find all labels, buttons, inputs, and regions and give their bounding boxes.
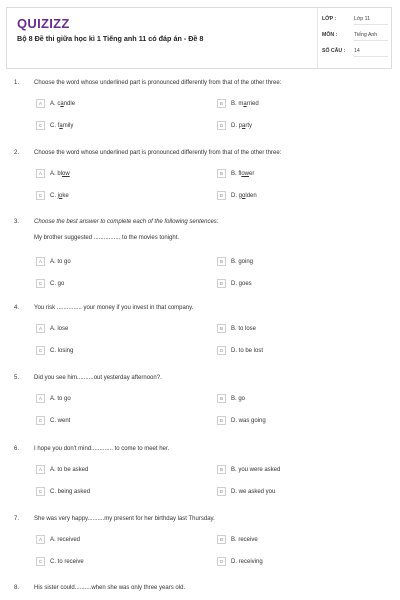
option-text-start: C. to receive [50,558,84,565]
option-letter-box[interactable]: B [217,169,226,178]
option-text [50,396,71,402]
option-letter-box[interactable]: A [36,99,45,108]
underlined-part: o [59,192,63,199]
option-text-end: ke [62,192,69,199]
option-text-start: D. we asked you [231,488,276,495]
option-letter-box[interactable]: C [36,487,45,496]
option-text-start: B. fl [231,170,242,177]
option-text-start: B. going [231,258,254,265]
option-letter-box[interactable]: C [36,557,45,566]
option-text [50,101,75,107]
question-number: 1. [14,80,20,86]
option-text [231,193,257,199]
option-text [50,348,73,354]
option-text-start: D. was going [231,417,266,424]
option-text [231,123,252,129]
option-text [231,559,263,565]
option-text-end: rried [246,100,259,107]
option-text [231,537,258,543]
option-text-start: B. m [231,100,244,107]
option-text [50,418,70,424]
question-number: 4. [14,305,20,311]
option-letter-box[interactable]: B [217,394,226,403]
option-text [50,559,84,565]
option-text-end: lden [245,192,257,199]
meta-info-box [317,8,393,68]
option-letter-box[interactable]: C [36,279,45,288]
option-text [50,193,69,199]
option-text [50,171,70,177]
meta-row-count [318,44,394,58]
option-text-start: A. received [50,536,81,543]
question-text: Choose the word whose underlined part is pronounced differently from that of the other three: [34,80,282,86]
option-letter-box[interactable]: C [36,416,45,425]
question-text: I hope you don't mind............. to come to meet her. [34,446,170,452]
question-sentence: My brother suggested ................ to the movies tonight. [34,235,180,241]
option-text [231,259,253,265]
option-text-start: B. receive [231,536,258,543]
question-number: 7. [14,516,20,522]
option-letter-box[interactable]: A [36,169,45,178]
option-text-start: B. to lose [231,325,257,332]
underlined-part: a [243,100,247,107]
option-text-start: A. to go [50,258,71,265]
option-text-end: rty [245,122,253,129]
document-title: Bộ 8 Đề thi giữa học kì 1 Tiếng anh 11 có đáp án - Đề 8 [17,34,204,43]
option-letter-box[interactable]: A [36,257,45,266]
question-number: 6. [14,446,20,452]
option-letter-box[interactable]: B [217,324,226,333]
option-text-start: C. j [50,192,59,199]
meta-value: Tiếng Anh [354,32,378,38]
option-text [231,171,254,177]
option-letter-box[interactable]: D [217,346,226,355]
option-letter-box[interactable]: C [36,191,45,200]
meta-value: 14 [354,48,360,54]
option-text-start: B. you were asked [231,466,281,473]
option-letter-box[interactable]: B [217,465,226,474]
option-letter-box[interactable]: A [36,324,45,333]
question-text: You risk ............... your money if you invest in that company. [34,305,194,311]
option-text [231,348,263,354]
meta-value: Lớp 11 [354,16,370,22]
meta-row-subject [318,28,394,42]
option-text-start: A. c [50,100,61,107]
option-text-start: C. go [50,280,65,287]
meta-row-class [318,12,394,26]
option-text-start: A. to be asked [50,466,89,473]
option-text [50,326,68,332]
underlined-part: ow [241,170,250,177]
underlined-part: ow [62,170,70,177]
option-letter-box[interactable]: C [36,121,45,130]
meta-label: MÔN : [322,32,338,38]
option-text-start: C. went [50,417,71,424]
option-letter-box[interactable]: B [217,535,226,544]
question-text: Did you see him..........out yesterday afternoon?. [34,375,162,381]
option-text-start: C. f [50,122,60,129]
option-letter-box[interactable]: C [36,346,45,355]
meta-label: SỐ CÂU : [322,48,346,54]
option-text-start: D. to be lost [231,347,264,354]
question-text: Choose the best answer to complete each of the following sentences: [34,219,219,225]
meta-underline [354,40,388,41]
option-letter-box[interactable]: D [217,191,226,200]
option-text [231,326,256,332]
underlined-part: a [60,100,64,107]
option-text [231,281,252,287]
option-letter-box[interactable]: D [217,279,226,288]
option-text [231,101,259,107]
question-text: She was very happy..........my present for her birthday last Thursday. [34,516,215,522]
option-text-start: A. to go [50,395,71,402]
meta-underline [354,24,388,25]
option-letter-box[interactable]: A [36,394,45,403]
option-text [50,281,64,287]
meta-label: LỚP : [322,16,337,22]
option-text [50,537,80,543]
option-text-start: B. go [231,395,246,402]
option-letter-box[interactable]: D [217,416,226,425]
option-text [50,467,88,473]
option-letter-box[interactable]: B [217,257,226,266]
option-text [50,259,71,265]
option-text [50,123,73,129]
option-text-start: D. goes [231,280,252,287]
document-header [6,7,392,69]
option-letter-box[interactable]: D [217,487,226,496]
option-text-end: mily [62,122,74,129]
option-text [231,396,245,402]
question-number: 8. [14,585,20,591]
option-text [231,467,280,473]
question-number: 5. [14,375,20,381]
option-text-end: ndle [63,100,76,107]
option-letter-box[interactable]: A [36,535,45,544]
underlined-part: a [59,122,63,129]
option-text [50,489,90,495]
quizizz-logo: QUIZIZZ [17,16,70,31]
option-letter-box[interactable]: D [217,557,226,566]
option-text-start: D. g [231,192,243,199]
option-text-end: er [249,170,255,177]
option-text-start: C. being asked [50,488,91,495]
option-text-start: C. losing [50,347,74,354]
option-letter-box[interactable]: D [217,121,226,130]
question-text: Choose the word whose underlined part is pronounced differently from that of the other three: [34,150,282,156]
option-text-start: D. receiving [231,558,263,565]
meta-underline [354,56,388,57]
option-letter-box[interactable]: B [217,99,226,108]
question-number: 3. [14,219,20,225]
option-text-start: D. p [231,122,243,129]
question-number: 2. [14,150,20,156]
option-text-start: A. lose [50,325,69,332]
underlined-part: o [242,192,246,199]
option-text [231,489,275,495]
option-letter-box[interactable]: A [36,465,45,474]
option-text-start: A. bl [50,170,63,177]
question-text: His sister could..........when she was only three years old. [34,585,186,591]
underlined-part: a [242,122,246,129]
option-text [231,418,266,424]
